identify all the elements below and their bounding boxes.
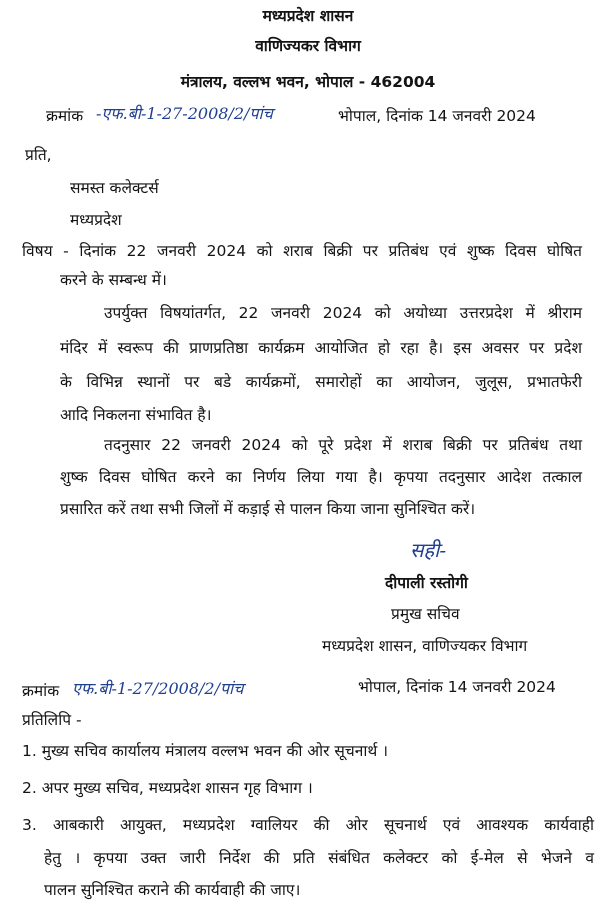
signatory-name: दीपाली रस्तोगी <box>385 574 468 592</box>
subject-line-2: करने के सम्बन्ध में। <box>60 271 167 289</box>
body-para1-line3: के विभिन्न स्थानों पर बडे कार्यक्रमों, समारोहों का आयोजन, जुलूस, प्रभातफेरी <box>60 373 582 391</box>
ref2-place-date: भोपाल, दिनांक 14 जनवरी 2024 <box>358 678 556 696</box>
header-address: मंत्रालय, वल्लभ भवन, भोपाल - 462004 <box>180 73 436 91</box>
signatory-designation: प्रमुख सचिव <box>391 605 460 623</box>
body-para1-line4: आदि निकलना संभावित है। <box>60 406 212 424</box>
copy-heading: प्रतिलिपि - <box>22 711 82 729</box>
ref2-label: क्रमांक <box>22 682 60 700</box>
body-para2-line2: शुष्क दिवस घोषित करने का निर्णय लिया गया है। कृपया तदनुसार आदेश तत्काल <box>60 468 582 486</box>
copy-item-1: 1. मुख्य सचिव कार्यालय मंत्रालय वल्लभ भवन की ओर सूचनार्थ । <box>22 742 389 760</box>
copy-item-2: 2. अपर मुख्य सचिव, मध्यप्रदेश शासन गृह विभाग । <box>22 779 313 797</box>
subject-line-1: विषय - दिनांक 22 जनवरी 2024 को शराब बिक्री पर प्रतिबंध एवं शुष्क दिवस घोषित <box>22 242 582 260</box>
body-para2-line3: प्रसारित करें तथा सभी जिलों में कड़ाई से पालन किया जाना सुनिश्चित करें। <box>60 500 476 518</box>
body-para1-line1: उपर्युक्त विषयांतर्गत, 22 जनवरी 2024 को अयोध्या उत्तरप्रदेश में श्रीराम <box>104 304 582 322</box>
copy-item-3-line1: 3. आबकारी आयुक्त, मध्यप्रदेश ग्वालियर की ओर सूचनार्थ एवं आवश्यक कार्यवाही <box>22 816 594 834</box>
body-para1-line2: मंदिर में स्वरूप की प्राणप्रतिष्ठा कार्यक्रम आयोजित हो रहा है। इस अवसर पर प्रदेश <box>60 339 582 357</box>
copy-item-3-line3: पालन सुनिश्चित कराने की कार्यवाही की जाए। <box>44 881 301 899</box>
addressee-state: मध्यप्रदेश <box>70 211 122 229</box>
prati-label: प्रति, <box>25 146 52 164</box>
ref-number-handwritten: -एफ.बी-1-27-2008/2/पांच <box>96 104 273 123</box>
header-department: वाणिज्यकर विभाग <box>255 37 361 55</box>
copy-item-3-line2: हेतु । कृपया उक्त जारी निर्देश की प्रति संबंधित कलेक्टर को ई-मेल से भेजने व <box>44 849 594 867</box>
header-government: मध्यप्रदेश शासन <box>262 7 354 25</box>
ref-label: क्रमांक <box>46 107 84 125</box>
addressee-collectors: समस्त कलेक्टर्स <box>70 179 159 197</box>
signature-handwritten: सही- <box>410 538 447 562</box>
signatory-department: मध्यप्रदेश शासन, वाणिज्यकर विभाग <box>322 637 528 655</box>
ref2-number-handwritten: एफ.बी-1-27/2008/2/पांच <box>72 679 244 698</box>
ref-place-date: भोपाल, दिनांक 14 जनवरी 2024 <box>338 107 536 125</box>
body-para2-line1: तदनुसार 22 जनवरी 2024 को पूरे प्रदेश में शराब बिक्री पर प्रतिबंध तथा <box>104 436 582 454</box>
